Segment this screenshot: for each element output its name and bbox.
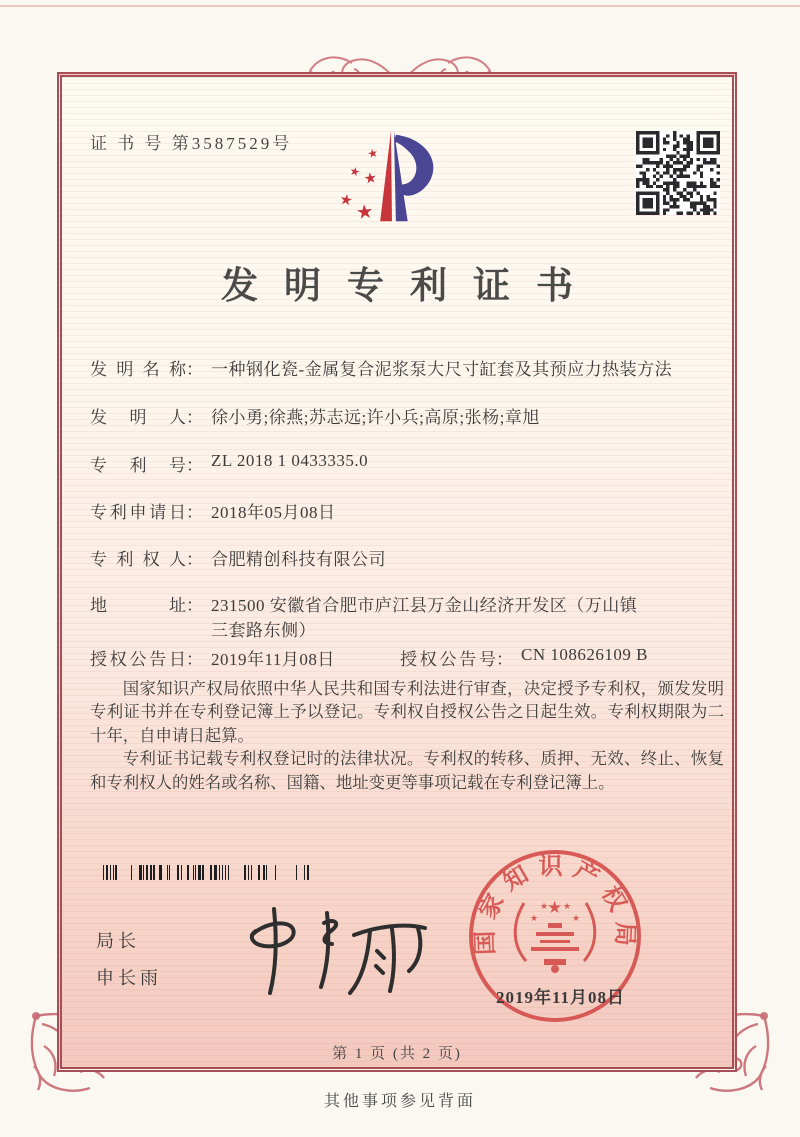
svg-text:★: ★ [547, 898, 563, 918]
footer-note: 其他事项参见背面 [323, 1093, 476, 1110]
field-value: 231500 安徽省合肥市庐江县万金山经济开发区（万山镇 三套路东侧） [211, 596, 638, 640]
svg-text:★: ★ [366, 145, 380, 162]
svg-text:国家知识产权局: 国家知识产权局 [472, 854, 638, 956]
paper-edge-line [0, 5, 800, 7]
qr-code-icon [636, 131, 720, 215]
certificate-title: 发明专利证书 [221, 266, 599, 307]
field-invention-title: 发明名称： 一种钢化瓷-金属复合泥浆泵大尺寸缸套及其预应力热装方法 [90, 355, 716, 380]
field-value: 合肥精创科技有限公司 [211, 550, 386, 569]
field-value: CN 108626109 B [521, 645, 648, 664]
director-title: 局长 [96, 931, 140, 951]
director-block [96, 927, 162, 1001]
field-value: ZL 2018 1 0433335.0 [211, 451, 369, 470]
svg-text:★: ★ [563, 902, 572, 912]
field-inventors: 发明人： 徐小勇;徐燕;苏志远;许小兵;高原;张杨;章旭 [90, 403, 540, 428]
director-signature-icon [220, 901, 435, 1001]
field-grant-publication-number: 授权公告号： CN 108626109 B [400, 645, 648, 669]
svg-text:★: ★ [362, 169, 379, 188]
field-value: 一种钢化瓷-金属复合泥浆泵大尺寸缸套及其预应力热装方法 [211, 360, 673, 379]
field-value: 徐小勇;徐燕;苏志远;许小兵;高原;张杨;章旭 [211, 408, 540, 427]
legal-paragraph-2: 专利证书记载专利权登记时的法律状况。专利权的转移、质押、无效、终止、恢复和专利权人的姓名或名称、国籍、地址变更等事项记载在专利登记簿上。 [90, 749, 724, 792]
director-name: 申长雨 [96, 968, 162, 988]
field-value: 2019年11月08日 [211, 650, 335, 669]
field-label: 发明名称 [90, 360, 186, 379]
svg-text:★: ★ [348, 163, 362, 180]
field-patentee: 专利权人： 合肥精创科技有限公司 [90, 545, 386, 570]
legal-paragraph-1: 国家知识产权局依照中华人民共和国专利法进行审查，决定授予专利权，颁发发明专利证书并在专利登记簿上予以登记。专利权自授权公告之日起生效。专利权期限为二十年，自申请日起算。 [90, 679, 724, 745]
page-number: 第 1 页 (共 2 页) [332, 1046, 462, 1062]
certificate-frame [57, 72, 737, 1072]
svg-text:★: ★ [354, 199, 375, 225]
field-filing-date: 专利申请日： 2018年05月08日 [90, 498, 336, 523]
field-address: 地址： 231500 安徽省合肥市庐江县万金山经济开发区（万山镇 三套路东侧） [90, 591, 716, 641]
field-patent-number: 专利号： ZL 2018 1 0433335.0 [90, 451, 369, 475]
field-value: 2018年05月08日 [211, 503, 336, 522]
seal-date: 2019年11月08日 [496, 988, 626, 1007]
field-grant-date: 授权公告日： 2019年11月08日 授权公告号： CN 108626109 B [90, 645, 648, 669]
barcode-icon [103, 865, 313, 880]
svg-text:★: ★ [572, 914, 581, 924]
cnipa-patent-logo-icon [334, 123, 446, 233]
certificate-number: 证 书 号 第3587529号 [90, 134, 293, 153]
legal-text [90, 677, 724, 794]
svg-text:★: ★ [530, 914, 539, 924]
svg-text:★: ★ [540, 902, 549, 912]
svg-text:★: ★ [338, 190, 355, 210]
